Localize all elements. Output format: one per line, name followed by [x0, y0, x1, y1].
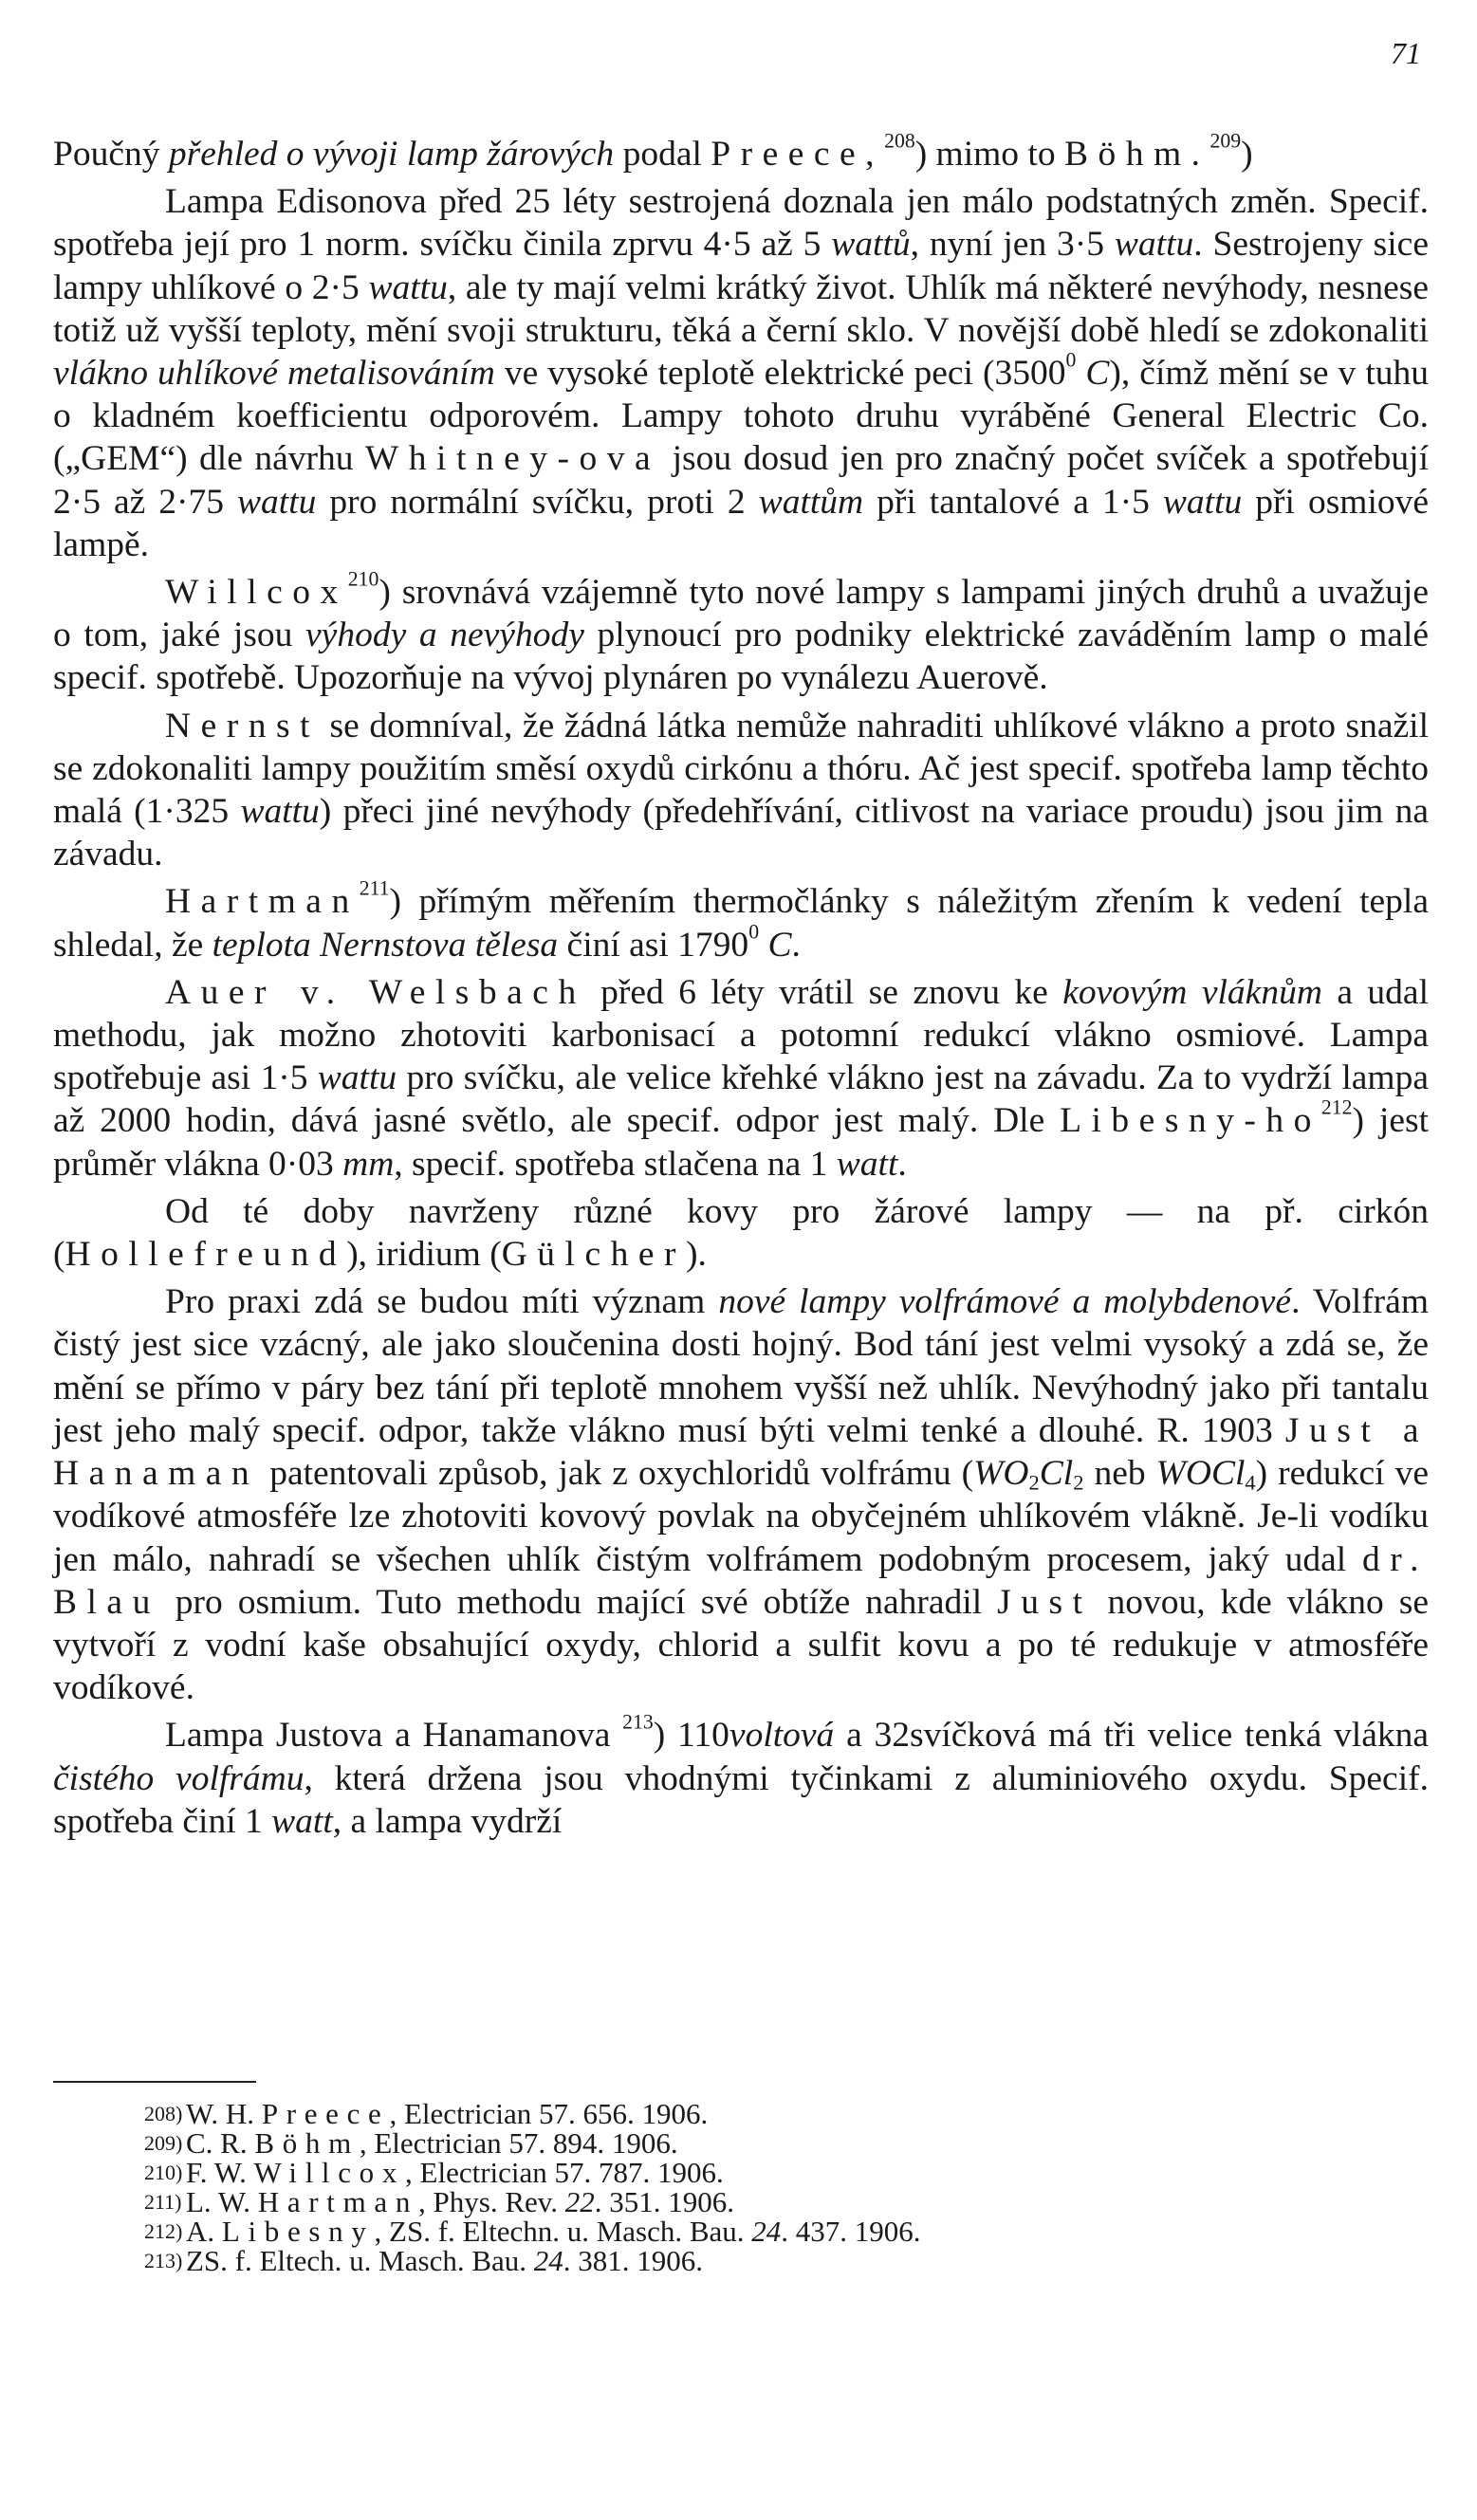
paragraph [53, 567, 1430, 700]
text-run: se domníval, že žádná látka nemůže nahraditi uhlíkové vlákno a proto snažil se zdokonaliti lampy použitím směsí oxydů cirkónu a thóru. Ač jest specif. spotřeba lamp těchto malá (1·325 [53, 706, 1429, 832]
italic-text: watt [836, 1144, 898, 1184]
text-run: ) 110 [653, 1716, 729, 1756]
text-run: ve vysoké teplotě elektrické peci (3500 [494, 354, 1066, 394]
italic-text: 24 [751, 2215, 782, 2248]
spaced-name: Auer v. Welsbach [165, 972, 586, 1012]
text-run: podal [614, 135, 711, 174]
text-run: ), iridium ( [346, 1235, 502, 1275]
superscript: 0 [748, 920, 760, 944]
text-run: Od té doby navrženy různé kovy pro žárové lampy — na př. cirkón ( [53, 1191, 1429, 1275]
footnote [144, 2097, 1419, 2130]
text-run: jsou dosud jen pro značný počet svíček a spotřebují 2·5 až 2·75 [53, 439, 1429, 522]
italic-text: C [1085, 354, 1110, 394]
spaced-name: Whitney-ova [364, 439, 661, 479]
text-run: Pro praxi zdá se budou míti význam [165, 1282, 719, 1322]
text-run: , nyní jen 3·5 [910, 225, 1115, 265]
footnote-number: 209) [144, 2131, 183, 2155]
text-run: ), čímž mění se v tuhu o kladném koefficientu odporovém. Lampy tohoto druhu vyráběné General Electric Co. („GEM“) dle návrhu [53, 354, 1429, 479]
footnote-number: 213) [144, 2249, 183, 2272]
superscript: 210 [347, 567, 379, 591]
paragraph [53, 876, 1429, 966]
spaced-name: Willcox [253, 2156, 406, 2189]
footnotes [144, 2097, 1419, 2277]
text-run: Lampa Justova a Hanamanova [165, 1716, 623, 1756]
italic-text: wattu [317, 1058, 397, 1098]
text-run: ) přímým měřením thermočlánky s náležitým zřením k vedení tepla shledal, že [53, 882, 1429, 965]
footnote [144, 2185, 1419, 2218]
italic-text: watt [271, 1801, 333, 1841]
italic-text: 24 [533, 2244, 563, 2277]
text-run: A. [186, 2215, 222, 2248]
text-run: činí asi 1790 [558, 925, 749, 965]
text-run: novou, kde vlákno se vytvoří z vodní kaše obsahující oxydy, chlorid a sulfit kovu a po té redukuje v atmosféře vodíkové. [53, 1582, 1429, 1708]
text-run: . [897, 1144, 907, 1184]
italic-text: wattům [758, 482, 864, 522]
paragraph [53, 1190, 1429, 1276]
spaced-name: Libesny [221, 2215, 375, 2248]
text-run: Poučný [53, 135, 169, 174]
text-run: W. H. [186, 2097, 262, 2130]
text-run: , ZS. f. Eltechn. u. Masch. Bau. [374, 2215, 752, 2248]
footnote [144, 2156, 1419, 2189]
footnote-number: 212) [144, 2219, 183, 2243]
text-run: , a lampa vydrží [332, 1801, 563, 1841]
italic-text: Cl [1039, 1454, 1074, 1494]
footnote-text [186, 2156, 724, 2189]
footnote-text [186, 2097, 708, 2130]
text-run: L. W. [186, 2185, 258, 2218]
footnote [144, 2215, 1419, 2248]
footnote-text [186, 2185, 734, 2218]
italic-text: 22 [564, 2185, 595, 2218]
text-run: při osmiové lampě. [53, 482, 1430, 564]
superscript: 209 [1209, 129, 1242, 153]
text-run: plynoucí pro podniky elektrické zaváděním lamp o malé specif. spotřebě. Upozorňuje na vývoj plynáren po vynálezu Auerově. [53, 616, 1430, 698]
spaced-name: Hartman [165, 882, 360, 922]
italic-text: voltová [729, 1716, 835, 1756]
italic-text: wattu [240, 792, 320, 832]
text-run: , ale ty mají velmi krátký život. Uhlík má některé nevýhody, nesnese totiž už vyšší teploty, mění svoji strukturu, těká a černí sklo. V novější době hledí se zdokonaliti [53, 267, 1430, 350]
text-run: pro svíčku, ale velice křehké vlákno jest na závadu. Za to vydrží lampa až 2000 hodin, dává jasné světlo, ale specif. odpor jest malý. Dle [53, 1058, 1429, 1141]
spaced-name: Willcox [165, 573, 348, 613]
spaced-name: Böhm [254, 2126, 360, 2160]
spaced-name: Böhm. [1063, 135, 1210, 174]
italic-text: výhody a nevýhody [305, 616, 584, 655]
spaced-name: Just a Hanaman [53, 1410, 1430, 1494]
text-run: ) mimo to [914, 135, 1064, 174]
body-text [53, 129, 1430, 1848]
footnote [144, 2244, 1419, 2277]
italic-text: přehled o vývoji lamp žárových [168, 135, 615, 174]
footnote-text [186, 2244, 703, 2277]
footnote-number: 211) [144, 2190, 182, 2214]
spaced-name: Libesny-ho [1060, 1101, 1321, 1141]
italic-text: wattu [1114, 225, 1194, 265]
text-run: C. R. [186, 2126, 255, 2160]
text-run: ) přeci jiné nevýhody (předehřívání, citlivost na variace proudu) jsou jim na závadu. [53, 792, 1429, 874]
text-run: ) jest průměr vlákna 0·03 [53, 1101, 1429, 1184]
text-run: , Phys. Rev. [418, 2185, 565, 2218]
spaced-name: dr. Blau [53, 1539, 1429, 1622]
italic-text: C [767, 925, 792, 965]
text-run: neb [1083, 1454, 1156, 1494]
spaced-name: Hartman [257, 2185, 419, 2218]
text-run [1076, 354, 1085, 393]
italic-text: čistého volfrámu [53, 1758, 305, 1798]
text-run: při tantalové a 1·5 [863, 482, 1163, 522]
spaced-name: Just [997, 1582, 1093, 1622]
spaced-name: Preece, [711, 135, 885, 174]
paragraph [53, 971, 1429, 1186]
paragraph [53, 1710, 1429, 1843]
text-run: před 6 léty vrátil se znovu ke [585, 972, 1063, 1012]
text-run: . Sestrojeny sice lampy uhlíkové o 2·5 [53, 225, 1429, 307]
text-run: pro normální svíčku, proti 2 [316, 482, 759, 522]
paragraph [53, 180, 1429, 566]
text-run: F. W. [186, 2156, 254, 2189]
text-run: . 381. 1906. [563, 2244, 704, 2277]
italic-text: nové lampy volfrámové a molybdenové [718, 1282, 1292, 1322]
italic-text: wattu [237, 482, 317, 522]
subscript: 2 [1073, 1470, 1084, 1495]
italic-text: teplota Nernstova tělesa [212, 925, 559, 965]
text-run: , Electrician 57. 894. 1906. [359, 2126, 678, 2160]
spaced-name: Nernst [165, 706, 320, 745]
page-number: 71 [1391, 36, 1421, 70]
footnote-number: 210) [144, 2161, 183, 2184]
text-run: patentovali způsob, jak z oxychloridů volfrámu ( [259, 1454, 974, 1494]
text-run: a 32svíčková má tři velice tenká vlákna [834, 1716, 1429, 1756]
text-run: . 437. 1906. [781, 2215, 921, 2248]
footnote-text [186, 2126, 678, 2160]
paragraph [53, 1280, 1429, 1709]
text-run: ) redukcí ve vodíkové atmosféře lze zhotoviti kovový povlak na obyčejném uhlíkovém vlákně. Je-li vodíku jen málo, nahradí se všechen uhlík čistým volfrámem podobným procesem, jaký udal [53, 1454, 1429, 1579]
text-run: , Electrician 57. 656. 1906. [389, 2097, 709, 2130]
italic-text: wattu [368, 267, 448, 307]
italic-text: mm [342, 1144, 395, 1184]
superscript: 213 [622, 1710, 654, 1734]
footnote-rule [53, 2081, 256, 2083]
text-run: . [791, 925, 801, 965]
text-run: a udal methodu, jak možno zhotoviti karbonisací a potomní redukcí vlákno osmiové. Lampa spotřebuje asi 1·5 [53, 972, 1429, 1098]
subscript: 2 [1028, 1470, 1040, 1495]
subscript: 4 [1245, 1470, 1256, 1495]
footnote [144, 2126, 1419, 2160]
spaced-name: Gülcher [501, 1235, 686, 1275]
text-run: ) srovnává vzájemně tyto nové lampy s lampami jiných druhů a uvažuje o tom, jaké jsou [53, 573, 1429, 655]
text-run: ZS. f. Eltech. u. Masch. Bau. [186, 2244, 534, 2277]
italic-text: vlákno uhlíkové metalisováním [53, 354, 495, 394]
italic-text: WOCl [1155, 1454, 1246, 1494]
italic-text: wattu [1162, 482, 1243, 522]
spaced-name: Hollefreund [65, 1235, 347, 1275]
text-run: , Electrician 57. 787. 1906. [405, 2156, 724, 2189]
italic-text: WO [973, 1454, 1029, 1494]
text-run: , která držena jsou vhodnými tyčinkami z aluminiového oxydu. Specif. spotřeba činí 1 [53, 1758, 1429, 1841]
text-run: . Volfrám čistý jest sice vzácný, ale jako sloučenina dosti hojný. Bod tání jest velmi vysoký a zdá se, že mění se přímo v páry bez tání při teplotě mnohem vyšší než uhlík. Nevýhodný jako při tantalu jest jeho malý specif. odpor, takže vlákno musí býti velmi tenké a dlouhé. R. 1903 [53, 1282, 1429, 1450]
superscript: 0 [1065, 348, 1077, 372]
text-run: ). [685, 1235, 707, 1275]
footnote-text [186, 2215, 921, 2248]
paragraph [53, 129, 1429, 175]
text-run: ) [1241, 135, 1253, 174]
superscript: 208 [884, 129, 915, 153]
paragraph [53, 705, 1429, 876]
text-run: Lampa Edisonova před 25 léty sestrojená doznala jen málo podstatných změn. Specif. spotřeba její pro 1 norm. svíčku činila zprvu 4·5 až 5 [53, 182, 1429, 265]
text-run: . 351. 1906. [594, 2185, 734, 2218]
text-run: , specif. spotřeba stlačena na 1 [394, 1144, 837, 1184]
superscript: 211 [359, 876, 390, 900]
superscript: 212 [1320, 1095, 1353, 1119]
spaced-name: Preece [261, 2097, 390, 2130]
text-run: pro osmium. Tuto methodu mající své obtíže nahradil [159, 1582, 998, 1622]
footnote-number: 208) [144, 2102, 183, 2125]
italic-text: wattů [831, 225, 911, 265]
italic-text: kovovým vláknům [1062, 972, 1322, 1012]
